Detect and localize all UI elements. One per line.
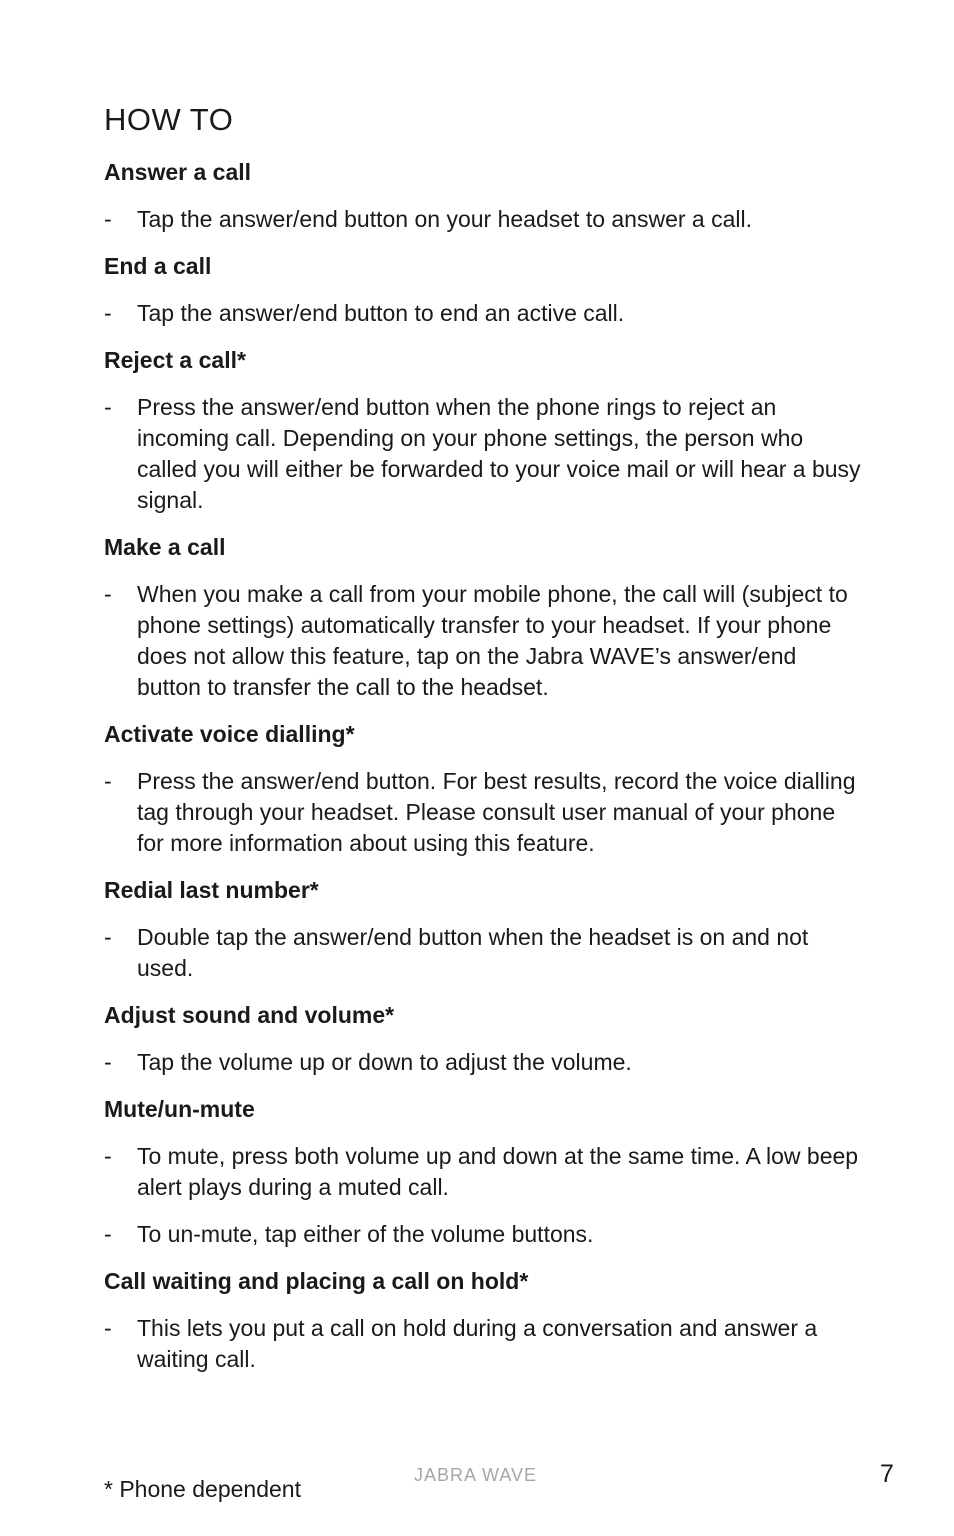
bullet-dash: - bbox=[104, 1143, 112, 1169]
bullet-text: Tap the answer/end button on your headset to answer a call. bbox=[137, 206, 753, 232]
bullet-item bbox=[104, 392, 864, 516]
bullet-item bbox=[104, 1219, 864, 1250]
section-heading-call-waiting: Call waiting and placing a call on hold* bbox=[104, 1268, 529, 1294]
bullet-text: Press the answer/end button. For best results, record the voice dialling tag through your headset. Please consult user manual of your phone for more information about using this feature. bbox=[137, 768, 856, 856]
bullet-dash: - bbox=[104, 206, 112, 232]
section-heading-end-call: End a call bbox=[104, 253, 212, 279]
section-heading-mute: Mute/un-mute bbox=[104, 1096, 255, 1122]
bullet-dash: - bbox=[104, 1049, 112, 1075]
bullet-dash: - bbox=[104, 768, 112, 794]
bullet-dash: - bbox=[104, 394, 112, 420]
bullet-dash: - bbox=[104, 581, 112, 607]
bullet-text: When you make a call from your mobile phone, the call will (subject to phone settings) automatically transfer to your headset. If your phone does not allow this feature, tap on the Jabra WAVE’s answer/end button to transfer the call to the headset. bbox=[137, 581, 848, 700]
section-heading-reject-call: Reject a call* bbox=[104, 347, 246, 373]
bullet-item bbox=[104, 1313, 864, 1375]
bullet-dash: - bbox=[104, 1221, 112, 1247]
bullet-item bbox=[104, 579, 864, 703]
bullet-item bbox=[104, 298, 864, 329]
bullet-item bbox=[104, 1141, 864, 1203]
section-heading-redial: Redial last number* bbox=[104, 877, 319, 903]
bullet-dash: - bbox=[104, 924, 112, 950]
bullet-text: Double tap the answer/end button when the headset is on and not used. bbox=[137, 924, 809, 981]
bullet-item bbox=[104, 766, 864, 859]
section-heading-adjust-volume: Adjust sound and volume* bbox=[104, 1002, 395, 1028]
section-heading-answer-call: Answer a call bbox=[104, 159, 252, 185]
instructions-list bbox=[104, 157, 864, 1391]
bullet-text: Tap the answer/end button to end an active call. bbox=[137, 300, 625, 326]
bullet-text: This lets you put a call on hold during a conversation and answer a waiting call. bbox=[137, 1315, 818, 1372]
section-heading-voice-dialling: Activate voice dialling* bbox=[104, 721, 355, 747]
bullet-text: To un-mute, tap either of the volume buttons. bbox=[137, 1221, 594, 1247]
page-title: HOW TO bbox=[104, 102, 234, 137]
section-heading-make-call: Make a call bbox=[104, 534, 226, 560]
bullet-item bbox=[104, 204, 864, 235]
bullet-text: Tap the volume up or down to adjust the volume. bbox=[137, 1049, 632, 1075]
bullet-item bbox=[104, 922, 864, 984]
bullet-text: To mute, press both volume up and down at the same time. A low beep alert plays during a muted call. bbox=[137, 1143, 859, 1200]
page-number: 7 bbox=[880, 1460, 894, 1488]
footer-brand: JABRA WAVE bbox=[414, 1465, 538, 1485]
bullet-dash: - bbox=[104, 1315, 112, 1341]
bullet-text: Press the answer/end button when the phone rings to reject an incoming call. Depending on your phone settings, the person who called you will either be forwarded to your voice mail or will hear a busy signal. bbox=[137, 394, 861, 513]
bullet-dash: - bbox=[104, 300, 112, 326]
bullet-item bbox=[104, 1047, 864, 1078]
footnote: * Phone dependent bbox=[104, 1476, 301, 1502]
